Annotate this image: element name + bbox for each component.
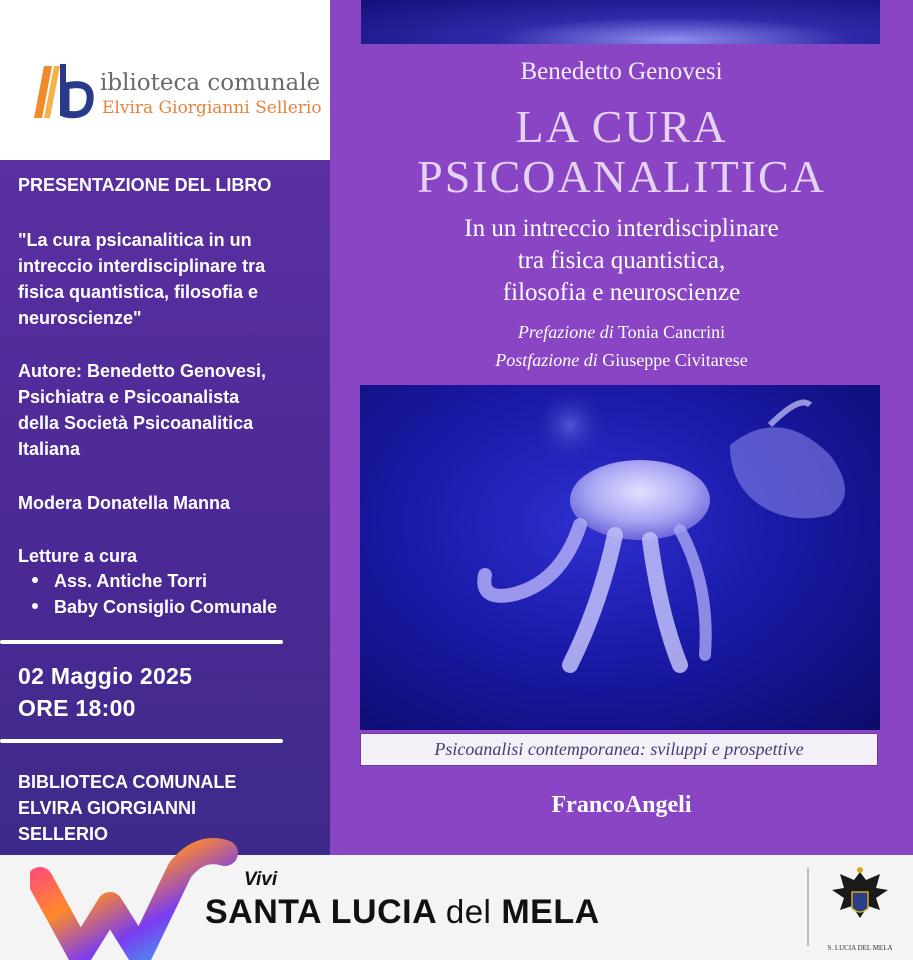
divider bbox=[0, 640, 283, 644]
author-line: Psichiatra e Psicoanalista bbox=[18, 387, 240, 407]
preface-name: Tonia Cancrini bbox=[617, 322, 726, 342]
crest-caption: S. LUCIA DEL MELA bbox=[827, 944, 893, 952]
cover-author: Benedetto Genovesi bbox=[520, 58, 723, 85]
venue-line: BIBLIOTECA COMUNALE bbox=[18, 772, 237, 792]
cover-publisher: FrancoAngeli bbox=[551, 792, 692, 818]
event-date: 02 Maggio 2025 bbox=[18, 663, 193, 689]
place-part3: MELA bbox=[491, 893, 600, 931]
bullet-icon bbox=[32, 603, 38, 609]
cover-series-title: Psicoanalisi contemporanea: sviluppi e prospettive bbox=[360, 733, 878, 766]
cover-postface bbox=[330, 350, 913, 371]
book-quote-line: intreccio interdisciplinare tra bbox=[18, 256, 266, 276]
cover-subtitle-line: tra fisica quantistica, bbox=[517, 247, 726, 274]
venue-line: SELLERIO bbox=[18, 824, 109, 844]
postface-name: Giuseppe Civitarese bbox=[602, 350, 748, 370]
library-logo-subname: Elvira Giorgianni Sellerio bbox=[102, 98, 322, 118]
author-line: della Società Psicoanalitica bbox=[18, 413, 254, 433]
cover-title-line1: LA CURA bbox=[515, 101, 728, 152]
cover-top-jellyfish-image bbox=[361, 0, 880, 44]
book-quote-line: fisica quantistica, filosofia e bbox=[18, 282, 259, 302]
book-quote-line: "La cura psicanalitica in un bbox=[18, 230, 252, 250]
footer-place-name bbox=[205, 893, 600, 932]
readings-label: Letture a cura bbox=[18, 546, 138, 566]
moderator-text: Modera Donatella Manna bbox=[18, 493, 231, 513]
cover-title-line2: PSICOANALITICA bbox=[417, 151, 826, 202]
reading-item: Ass. Antiche Torri bbox=[54, 571, 208, 591]
preface-label: Prefazione di bbox=[517, 322, 614, 342]
event-time: ORE 18:00 bbox=[18, 695, 136, 721]
venue-line: ELVIRA GIORGIANNI bbox=[18, 798, 197, 818]
bullet-icon bbox=[32, 577, 38, 583]
cover-jellyfish-image bbox=[360, 385, 880, 730]
library-logo-name: iblioteca comunale bbox=[100, 70, 321, 96]
cover-subtitle-line: In un intreccio interdisciplinare bbox=[464, 215, 779, 242]
cover-subtitle-line: filosofia e neuroscienze bbox=[502, 279, 741, 306]
book-quote-line: neuroscienze" bbox=[18, 308, 142, 328]
jellyfish-illustration bbox=[360, 385, 880, 730]
cover-preface bbox=[330, 322, 913, 343]
footer-divider bbox=[807, 868, 809, 946]
reading-item: Baby Consiglio Comunale bbox=[54, 597, 278, 617]
eagle-crest-icon bbox=[830, 866, 890, 936]
footer-vivi-text: Vivi bbox=[244, 869, 278, 890]
author-line: Autore: Benedetto Genovesi, bbox=[18, 361, 267, 381]
author-line: Italiana bbox=[18, 439, 81, 459]
postface-label: Postfazione di bbox=[495, 350, 598, 370]
place-part2: del bbox=[445, 893, 492, 930]
event-heading: PRESENTAZIONE DEL LIBRO bbox=[18, 175, 272, 195]
book-b-logo-icon bbox=[30, 56, 100, 120]
place-part1: SANTA LUCIA bbox=[205, 893, 446, 931]
divider bbox=[0, 739, 283, 743]
